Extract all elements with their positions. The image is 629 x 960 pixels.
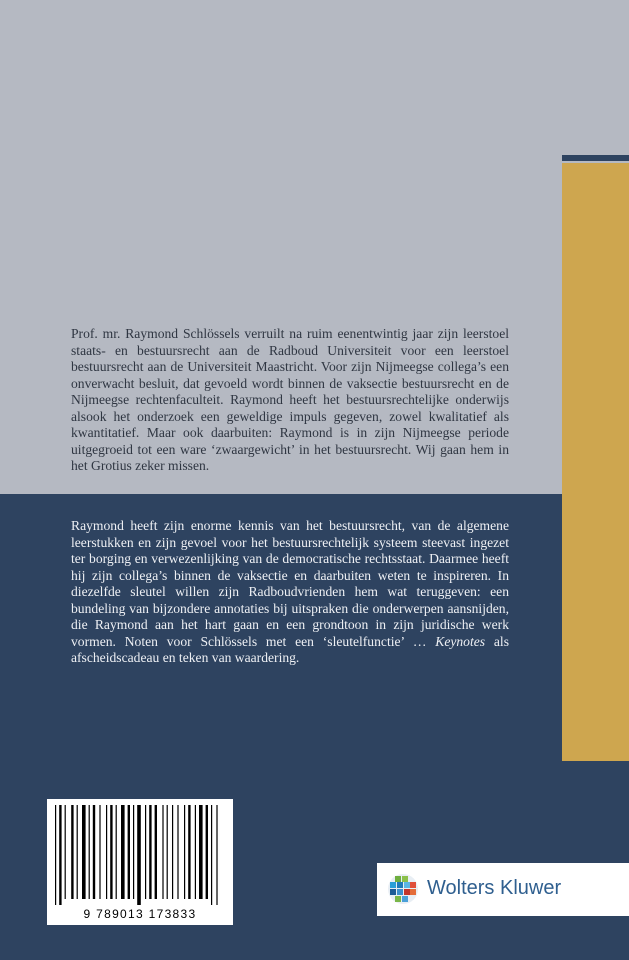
publisher-name: Wolters Kluwer <box>427 877 562 899</box>
barcode-bar <box>133 805 134 899</box>
barcode-bar <box>93 805 95 899</box>
keynotes-title: Keynotes <box>435 633 486 649</box>
blurb-paragraph-2-end: als afscheidscadeau en teken van waardering. <box>71 633 509 665</box>
barcode-bar <box>71 805 73 899</box>
barcode-bar <box>145 805 146 899</box>
barcode-bar <box>216 805 217 905</box>
barcode-bar <box>99 805 100 899</box>
accent-divider <box>562 155 629 161</box>
barcode-bar <box>155 805 157 899</box>
barcode-bar <box>110 805 112 899</box>
barcode-bar <box>206 805 208 899</box>
barcode-bar <box>177 805 178 899</box>
barcode-bar <box>188 805 190 899</box>
barcode-bar <box>121 805 125 899</box>
barcode-bars <box>53 805 227 905</box>
barcode-bar <box>82 805 86 899</box>
barcode-number: 9 789013 173833 <box>83 907 197 921</box>
barcode-bar <box>89 805 90 899</box>
isbn-barcode <box>47 799 233 925</box>
publisher-logo-box <box>377 863 629 916</box>
barcode-bar <box>128 805 130 899</box>
barcode-bar <box>137 805 141 905</box>
barcode-bar <box>195 805 196 899</box>
barcode-bar <box>106 805 107 899</box>
barcode-bar <box>77 805 78 899</box>
barcode-bar <box>55 805 56 905</box>
barcode-bar <box>149 805 151 899</box>
blurb-paragraph-2 <box>71 518 509 667</box>
wolters-kluwer-logo-icon <box>387 873 419 905</box>
gold-accent-band <box>562 163 629 761</box>
barcode-bar <box>116 805 117 899</box>
barcode-bar <box>199 805 203 899</box>
barcode-bar <box>184 805 185 899</box>
blurb-paragraph-2-text: Raymond heeft zijn enorme kennis van het bestuursrecht, van de algemene leerstukken en zijn gevoel voor het bestuursrechtelijk systeem steevast ingezet ter borging en verwezenlijking van de democratische rechtsstaat. Daarmee heeft hij zijn collega’s binnen de vaksectie en daarbuiten weten te inspireren. In diezelfde sleutel willen zijn Radboudvrienden hem wat teruggeven: een bundeling van bijzondere annotaties bij uitspraken die onderwerpen aansnijden, die Raymond aan het hart gaan en een grondtoon in zijn juridische werk vormen. Noten voor Schlössels met een ‘sleutelfunctie’ … <box>71 518 509 649</box>
barcode-bar <box>162 805 163 899</box>
blurb-paragraph-1: Prof. mr. Raymond Schlössels verruilt na ruim eenentwintig jaar zijn leerstoel staats- en bestuursrecht aan de Radboud Universiteit voor een leerstoel bestuursrecht aan de Universiteit Maastricht. Voor zijn Nijmeegse collega’s een onverwacht besluit, dat gevoeld wordt binnen de vaksectie bestuursrecht en de Nijmeegse rechtenfaculteit. Raymond heeft het bestuursrechtelijke onderwijs alsook het onderzoek een geweldige impuls gegeven, zowel kwalitatief als kwantitatief. Maar ook daarbuiten: Raymond is in zijn Nijmeegse periode uitgegroeid tot een ware ‘zwaargewicht’ in het bestuursrecht. Wij gaan hem in het Grotius zeker missen. <box>71 326 509 473</box>
barcode-bar <box>167 805 168 899</box>
barcode-bar <box>172 805 173 899</box>
barcode-bar <box>211 805 212 905</box>
barcode-bar <box>65 805 66 899</box>
barcode-bar <box>59 805 61 905</box>
